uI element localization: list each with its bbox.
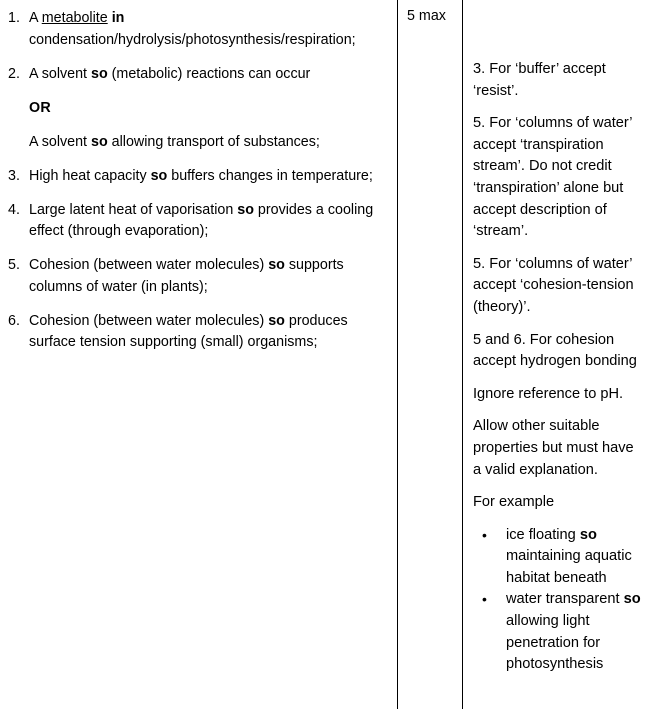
answer-point-number: 5. xyxy=(8,257,20,273)
answer-point xyxy=(8,166,387,188)
guidance-paragraph: For example xyxy=(473,494,555,511)
answer-point xyxy=(8,255,387,298)
answer-point xyxy=(8,64,387,86)
bullet-icon: • xyxy=(482,591,487,608)
answer-point-text: A solvent so (metabolic) reactions can occur xyxy=(29,65,311,82)
list-item xyxy=(473,525,645,590)
alternative-answer-text: A solvent so allowing transport of substances; xyxy=(29,133,320,150)
marks-column xyxy=(397,0,462,709)
guidance-paragraph: 5 and 6. For cohesion accept hydrogen bonding xyxy=(473,331,637,370)
answer-point-number: 6. xyxy=(8,312,20,329)
guidance-column xyxy=(462,0,651,709)
answer-point xyxy=(8,200,387,243)
answer-point-text: Cohesion (between water molecules) so supports columns of water (in plants); xyxy=(29,257,344,295)
answer-point xyxy=(8,8,387,51)
answer-point-number: 1. xyxy=(8,10,20,26)
guidance-paragraph: Ignore reference to pH. xyxy=(473,385,624,402)
answer-point-text: A metabolite in condensation/hydrolysis/photosynthesis/respiration; xyxy=(29,10,356,48)
answer-point-number: 4. xyxy=(8,201,20,218)
answer-point-text: Cohesion (between water molecules) so produces surface tension supporting (small) organisms; xyxy=(29,312,348,350)
guidance-paragraph: Allow other suitable properties but must have a valid explanation. xyxy=(473,418,634,478)
answer-point xyxy=(8,311,387,354)
answer-point-text: Large latent heat of vaporisation so provides a cooling effect (through evaporation); xyxy=(29,201,374,239)
guidance-bullet-list xyxy=(473,525,645,676)
answer-point-number: 3. xyxy=(8,167,20,184)
guidance-paragraph: 3. For ‘buffer’ accept ‘resist’. xyxy=(473,61,606,99)
marks-value: 5 max xyxy=(407,8,446,24)
list-item xyxy=(473,589,645,675)
or-label: OR xyxy=(29,99,52,116)
guidance-paragraph: 5. For ‘columns of water’ accept ‘cohesion-tension (theory)’. xyxy=(473,255,634,315)
bullet-icon: • xyxy=(482,526,487,543)
answer-point-text: High heat capacity so buffers changes in temperature; xyxy=(29,167,373,184)
list-item-text: water transparent so allowing light penetration for photosynthesis xyxy=(506,591,641,673)
list-item-text: ice floating so maintaining aquatic habitat beneath xyxy=(506,526,632,586)
answer-point-number: 2. xyxy=(8,65,20,82)
guidance-paragraph: 5. For ‘columns of water’ accept ‘transpiration stream’. Do not credit ‘transpiration’ alone but accept description of ‘stream’. xyxy=(473,115,632,240)
